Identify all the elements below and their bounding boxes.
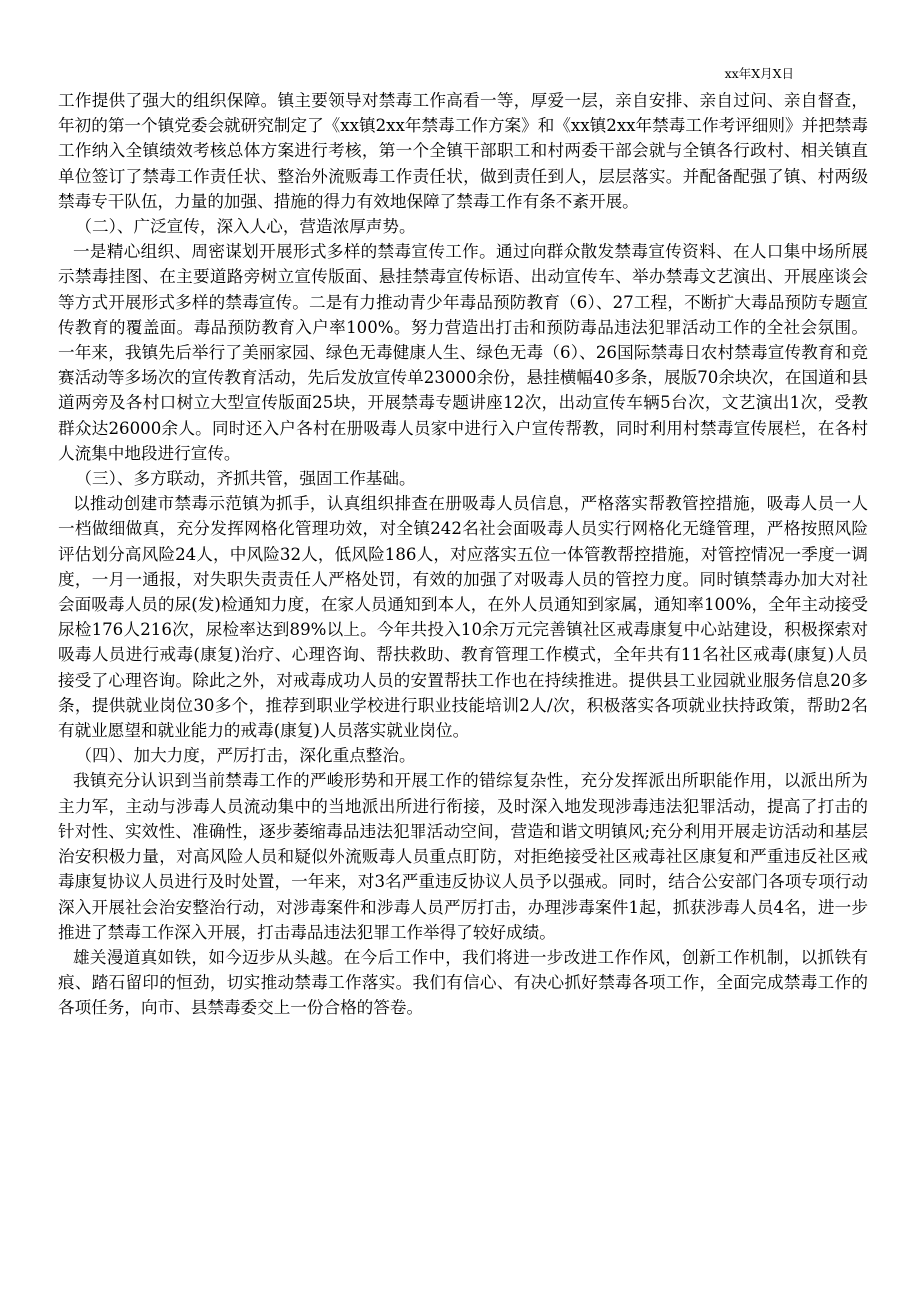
- paragraph-crackdown: 我镇充分认识到当前禁毒工作的严峻形势和开展工作的错综复杂性，充分发挥派出所职能作用，以派出所为主力军，主动与涉毒人员流动集中的当地派出所进行衔接，及时深入地发现涉毒违法犯罪活动，提高了打击的针对性、实效性、准确性，逐步萎缩毒品违法犯罪活动空间，营造和谐文明镇风;充分利用开展走访活动和基层治安积极力量，对高风险人员和疑似外流贩毒人员重点盯防，对拒绝接受社区戒毒社区康复和严重违反社区戒毒康复协议人员进行及时处置，一年来，对3名严重违反协议人员予以强戒。同时，结合公安部门各项专项行动深入开展社会治安整治行动，对涉毒案件和涉毒人员严厉打击，办理涉毒案件1起，抓获涉毒人员4名，进一步推进了禁毒工作深入开展，打击毒品违法犯罪工作举得了较好成绩。: [58, 771, 868, 942]
- section-heading-publicity: （二）、广泛宣传，深入人心，营造浓厚声势。: [75, 217, 416, 237]
- paragraph-organization-guarantee: 工作提供了强大的组织保障。镇主要领导对禁毒工作高看一等，厚爱一层，亲自安排、亲自过问、亲自督查，年初的第一个镇党委会就研究制定了《xx镇2xx年禁毒工作方案》和《xx镇2xx年禁毒工作考评细则》并把禁毒工作纳入全镇绩效考核总体方案进行考核，第一个全镇干部职工和村两委干部会就与全镇各行政村、相关镇直单位签订了禁毒工作责任状、整治外流贩毒工作责任状，做到责任到人，层层落实。并配备配强了镇、村两级禁毒专干队伍，力量的加强、措施的得力有效地保障了禁毒工作有条不紊开展。: [58, 91, 868, 211]
- section-heading-crackdown: （四）、加大力度，严厉打击，深化重点整治。: [75, 746, 416, 766]
- section-heading-joint-management: （三）、多方联动，齐抓共管，强固工作基础。: [75, 469, 416, 489]
- document-body: [58, 88, 868, 1021]
- paragraph-conclusion: 雄关漫道真如铁，如今迈步从头越。在今后工作中，我们将进一步改进工作作风，创新工作机制，以抓铁有痕、踏石留印的恒劲，切实推动禁毒工作落实。我们有信心、有决心抓好禁毒各项工作，全面完成禁毒工作的各项任务，向市、县禁毒委交上一份合格的答卷。: [58, 947, 868, 1018]
- document-date: xx年X月X日: [724, 66, 794, 81]
- paragraph-joint-management: 以推动创建市禁毒示范镇为抓手，认真组织排查在册吸毒人员信息，严格落实帮教管控措施，吸毒人员一人一档做细做真，充分发挥网格化管理功效，对全镇242名社会面吸毒人员实行网格化无缝管理，严格按照风险评估划分高风险24人，中风险32人，低风险186人，对应落实五位一体管教帮控措施，对管控情况一季度一调度，一月一通报，对失职失责责任人严格处罚，有效的加强了对吸毒人员的管控力度。同时镇禁毒办加大对社会面吸毒人员的尿(发)检通知力度，在家人员通知到本人，在外人员通知到家属，通知率100%，全年主动接受尿检176人216次，尿检率达到89%以上。今年共投入10余万元完善镇社区戒毒康复中心站建设，积极探索对吸毒人员进行戒毒(康复)治疗、心理咨询、帮扶救助、教育管理工作模式，全年共有11名社区戒毒(康复)人员接受了心理咨询。除此之外，对戒毒成功人员的安置帮扶工作也在持续推进。提供县工业园就业服务信息20多条，提供就业岗位30多个，推荐到职业学校进行职业技能培训2人/次，积极落实各项就业扶持政策，帮助2名有就业愿望和就业能力的戒毒(康复)人员落实就业岗位。: [58, 494, 868, 741]
- paragraph-publicity: 一是精心组织、周密谋划开展形式多样的禁毒宣传工作。通过向群众散发禁毒宣传资料、在人口集中场所展示禁毒挂图、在主要道路旁树立宣传版面、悬挂禁毒宣传标语、出动宣传车、举办禁毒文艺演出、开展座谈会等方式开展形式多样的禁毒宣传。二是有力推动青少年毒品预防教育（6）、27工程，不断扩大毒品预防专题宣传教育的覆盖面。毒品预防教育入户率100%。努力营造出打击和预防毒品违法犯罪活动工作的全社会氛围。一年来，我镇先后举行了美丽家园、绿色无毒健康人生、绿色无毒（6）、26国际禁毒日农村禁毒宣传教育和竞赛活动等多场次的宣传教育活动，先后发放宣传单23000余份，悬挂横幅40多条，展版70余块次，在国道和县道两旁及各村口树立大型宣传版面25块，开展禁毒专题讲座12次，出动宣传车辆5台次，文艺演出1次，受教群众达26000余人。同时还入户各村在册吸毒人员家中进行入户宣传帮教，同时利用村禁毒宣传展栏，在各村人流集中地段进行宣传。: [58, 242, 868, 463]
